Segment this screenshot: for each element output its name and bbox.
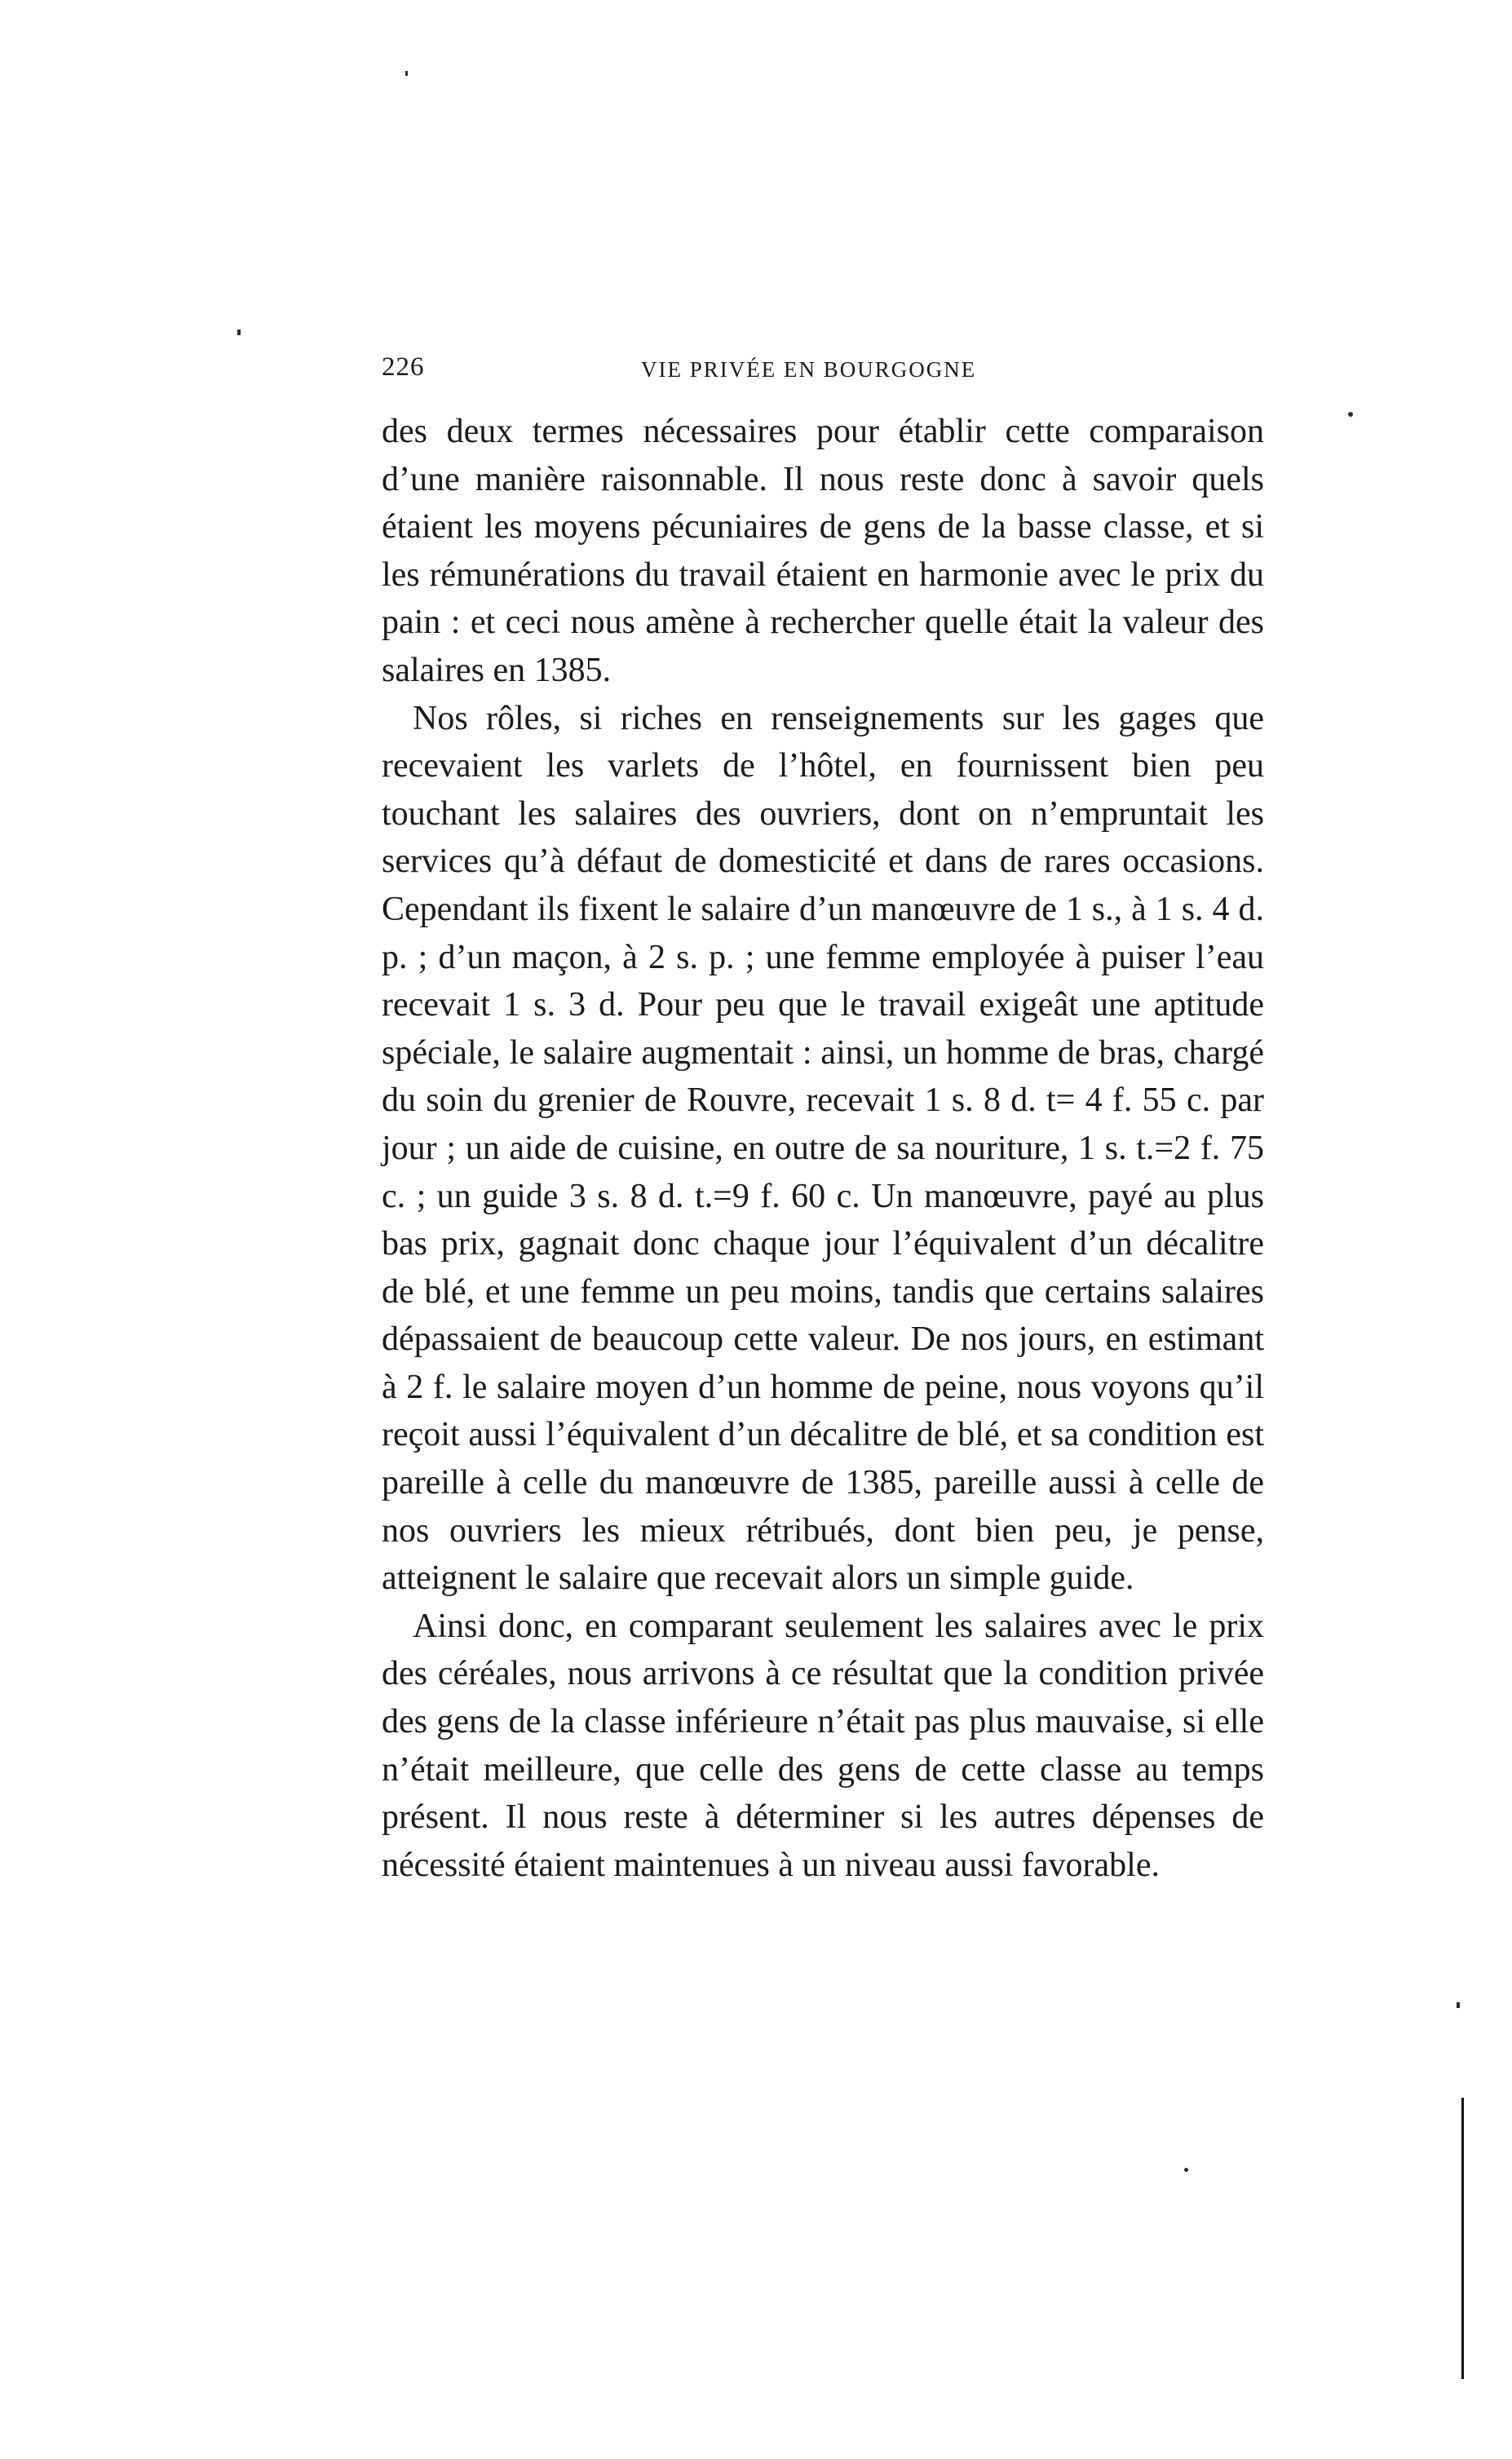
paragraph-2: Nos rôles, si riches en renseignements sur les gages que recevaient les varlets de l’hôtel, en fournissent bien peu touchant les salaires des ouvriers, dont on n’empruntait les services qu’à défaut de domesticité et dans de rares occasions. Cependant ils fixent le salaire d’un manœuvre de 1 s., à 1 s. 4 d. p. ; d’un maçon, à 2 s. p. ; une femme employée à puiser l’eau recevait 1 s. 3 d. Pour peu que le travail exigeât une aptitude spéciale, le salaire augmentait : ainsi, un homme de bras, chargé du soin du grenier de Rouvre, recevait 1 s. 8 d. t= 4 f. 55 c. par jour ; un aide de cuisine, en outre de sa nouriture, 1 s. t.=2 f. 75 c. ; un guide 3 s. 8 d. t.=9 f. 60 c. Un manœuvre, payé au plus bas prix, gagnait donc chaque jour l’équivalent d’un décalitre de blé, et une femme un peu moins, tandis que certains salaires dépassaient de beaucoup cette valeur. De nos jours, en estimant à 2 f. le salaire moyen d’un homme de peine, nous voyons qu’il reçoit aussi l’équivalent d’un décalitre de blé, et sa condition est pareille à celle du manœuvre de 1385, pareille aussi à celle de nos ouvriers les mieux rétribués, dont bien peu, je pense, atteignent le salaire que recevait alors un simple guide. bbox=[382, 699, 1264, 1598]
print-speck bbox=[1184, 2168, 1188, 2172]
scan-edge-line bbox=[1461, 2098, 1464, 2379]
running-title: VIE PRIVÉE EN BOURGOGNE bbox=[641, 357, 977, 382]
paragraph-1: des deux termes nécessaires pour établir cette comparaison d’une manière raisonnable. Il nous reste donc à savoir quels étaient les moyens pécuniaires de gens de la basse classe, et si les rémunérations du travail étaient en harmonie avec le prix du pain : et ceci nous amène à rechercher quelle était la valeur des salaires en 1385. bbox=[382, 413, 1264, 689]
print-speck bbox=[1348, 412, 1353, 417]
paragraph-3: Ainsi donc, en comparant seulement les salaires avec le prix des céréales, nous arrivons à ce résultat que la condition privée des gens de la classe inférieure n’était pas plus mauvaise, si elle n’était meilleure, que celle des gens de cette classe au temps présent. Il nous reste à déterminer si les autres dépenses de nécessité étaient maintenues à un niveau aussi favorable. bbox=[382, 1607, 1264, 1884]
page-number: 226 bbox=[382, 352, 425, 382]
body-text bbox=[382, 408, 1264, 1889]
page-header bbox=[382, 352, 1279, 398]
print-speck bbox=[237, 329, 241, 335]
print-speck bbox=[1457, 2002, 1460, 2008]
print-speck bbox=[405, 71, 408, 76]
